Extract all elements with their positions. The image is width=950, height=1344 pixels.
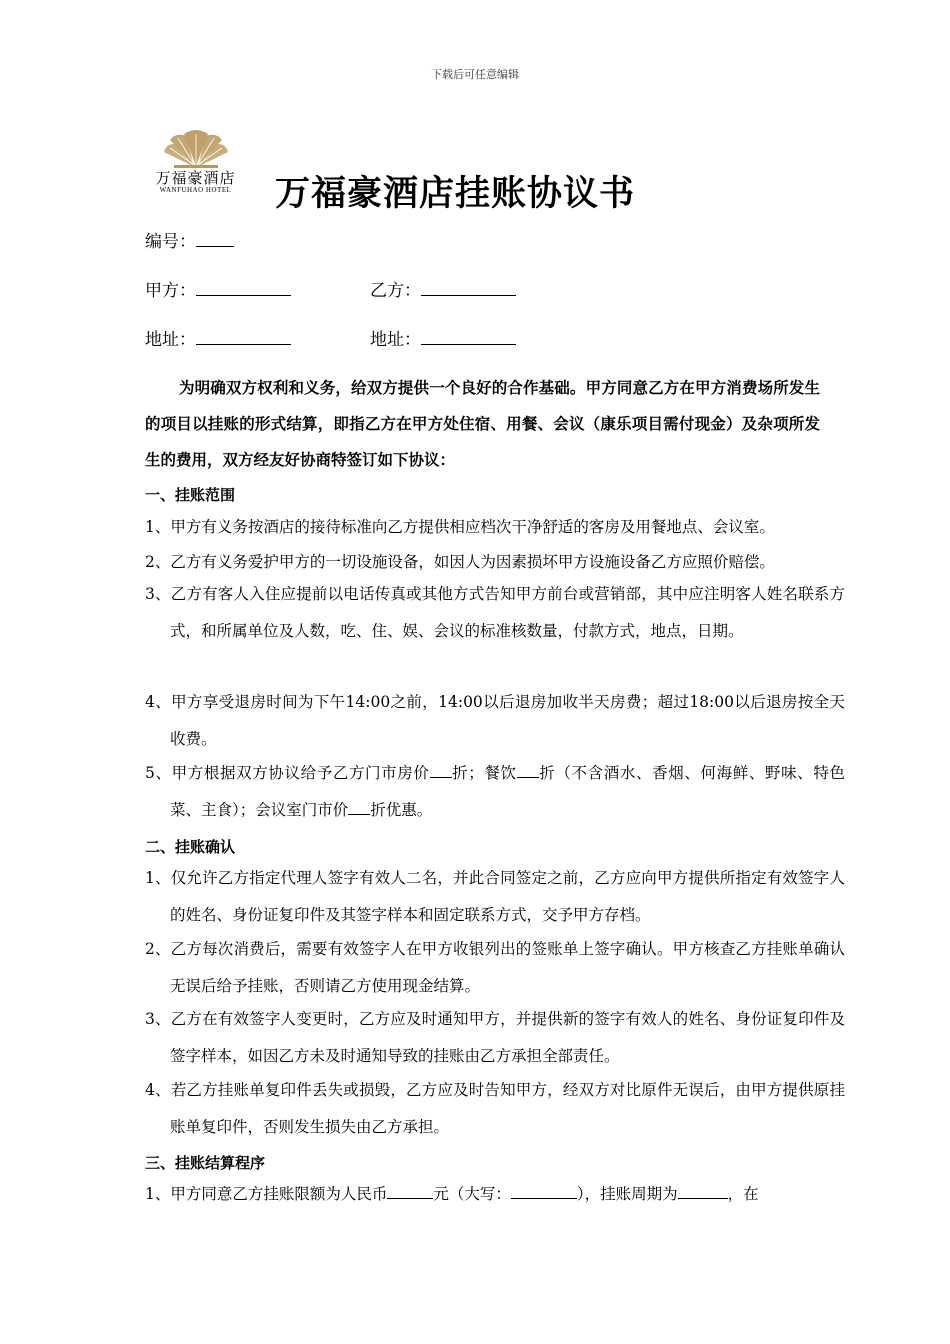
- credit-limit-words-blank: [511, 1184, 577, 1199]
- item-3-1-part-1: 1、甲方同意乙方挂账限额为人民币: [145, 1185, 388, 1203]
- item-5-part-1: 5、甲方根据双方协议给予乙方门市房价: [145, 764, 430, 782]
- section-1-item-4: 4、甲方享受退房时间为下午14:00之前，14:00以后退房加收半天房费；超过18:00以后退房按全天收费。: [145, 693, 845, 748]
- number-field: [145, 227, 234, 252]
- logo-name-cn: 万福豪酒店: [155, 169, 236, 187]
- section-1-item-1: 1、甲方有义务按酒店的接待标准向乙方提供相应档次干净舒适的客房及用餐地点、会议室。: [145, 518, 775, 536]
- meeting-discount-blank: [348, 800, 370, 815]
- address-a-field: [145, 325, 291, 350]
- party-a-field: [145, 276, 291, 301]
- dining-discount-blank: [517, 763, 539, 778]
- item-5-part-3: 折（不含酒水、香烟、何海鲜、野味、特色菜、主食）；会议室门市价: [170, 764, 845, 819]
- item-5-part-2: 折；餐饮: [451, 764, 517, 782]
- item-3-1-part-4: ，在: [727, 1185, 759, 1203]
- address-b-blank: [421, 328, 516, 345]
- lotus-logo-icon: [164, 128, 228, 168]
- party-b-field: [370, 276, 516, 301]
- section-1-item-3: 3、乙方有客人入住应提前以电话传真或其他方式告知甲方前台或营销部，其中应注明客人姓名联系方式，和所属单位及人数，吃、住、娱、会议的标准核数量，付款方式，地点，日期。: [145, 585, 845, 640]
- section-2-item-3: 3、乙方在有效签字人变更时，乙方应及时通知甲方，并提供新的签字有效人的姓名、身份证复印件及签字样本，如因乙方未及时通知导致的挂账由乙方承担全部责任。: [145, 1010, 845, 1065]
- item-5-part-4: 折优惠。: [370, 801, 433, 819]
- party-a-label: 甲方：: [145, 281, 196, 301]
- section-1-item-2: 2、乙方有义务爱护甲方的一切设施设备，如因人为因素损坏甲方设施设备乙方应照价赔偿。: [145, 553, 775, 571]
- room-discount-blank: [430, 763, 452, 778]
- item-3-1-part-3: ），挂账周期为: [576, 1185, 678, 1203]
- section-1-heading: 一、挂账范围: [145, 486, 236, 504]
- billing-period-blank: [678, 1184, 728, 1199]
- section-2-item-2: 2、乙方每次消费后，需要有效签字人在甲方收银列出的签账单上签字确认。甲方核查乙方挂账单确认无误后给予挂账，否则请乙方使用现金结算。: [145, 940, 845, 995]
- intro-paragraph: 为明确双方权利和义务，给双方提供一个良好的合作基础。甲方同意乙方在甲方消费场所发生的项目以挂账的形式结算，即指乙方在甲方处住宿、用餐、会议（康乐项目需付现金）及杂项所发生的费用，双方经友好协商特签订如下协议：: [145, 378, 820, 469]
- section-3-item-1: [145, 1176, 845, 1213]
- party-a-blank: [196, 279, 291, 296]
- address-a-blank: [196, 328, 291, 345]
- section-3-heading: 三、挂账结算程序: [145, 1154, 266, 1172]
- item-3-1-part-2: 元（大写：: [433, 1185, 511, 1203]
- party-b-blank: [421, 279, 516, 296]
- section-2-item-1: 1、仅允许乙方指定代理人签字有效人二名，并此合同签定之前，乙方应向甲方提供所指定有效签字人的姓名、身份证复印件及其签字样本和固定联系方式，交予甲方存档。: [145, 869, 845, 924]
- number-label: 编号：: [145, 232, 196, 252]
- address-b-label: 地址：: [370, 330, 421, 350]
- party-b-label: 乙方：: [370, 281, 421, 301]
- section-2-item-4: 4、若乙方挂账单复印件丢失或损毁，乙方应及时告知甲方，经双方对比原件无误后，由甲方提供原挂账单复印件，否则发生损失由乙方承担。: [145, 1081, 845, 1136]
- address-b-field: [370, 325, 516, 350]
- header-note: 下载后可任意编辑: [431, 68, 519, 81]
- number-blank: [196, 230, 234, 247]
- document-title: 万福豪酒店挂账协议书: [275, 173, 636, 214]
- hotel-logo: [148, 128, 243, 200]
- address-a-label: 地址：: [145, 330, 196, 350]
- section-2-heading: 二、挂账确认: [145, 838, 236, 856]
- credit-limit-blank: [387, 1184, 433, 1199]
- section-1-item-5: [145, 755, 845, 829]
- logo-name-en: WANFUHAO HOTEL: [159, 186, 232, 194]
